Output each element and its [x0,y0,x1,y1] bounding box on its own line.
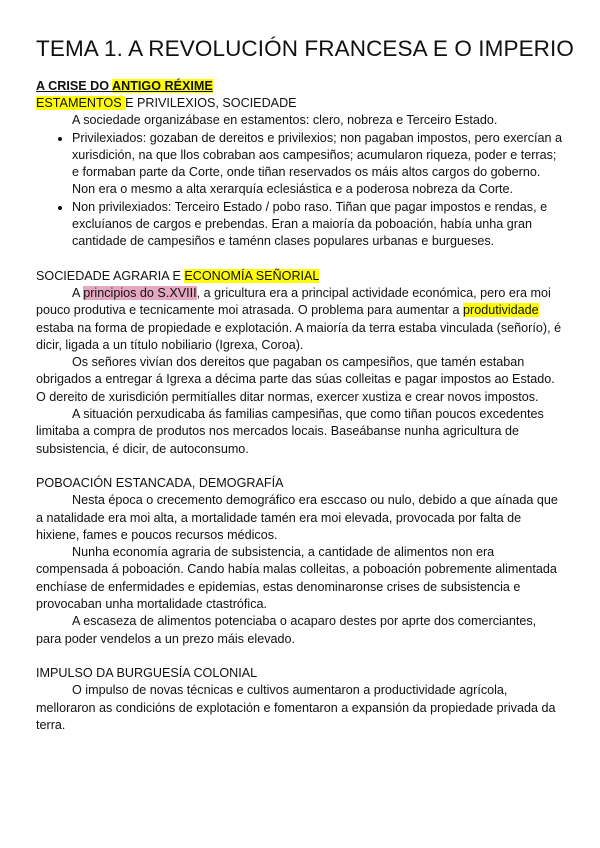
bullet-list [36,130,564,251]
paragraph: A escaseza de alimentos potenciaba o acaparo destes por aprte dos comerciantes, para poder vendelos a un prezo máis elevado. [36,614,537,646]
subheading-poboacion: POBOACIÓN ESTANCADA, DEMOGRAFÍA [36,475,284,490]
section-burguesia [36,665,564,734]
subheading-sociedade-agraria: SOCIEDADE AGRARIA E ECONOMÍA SEÑORIAL [36,268,320,283]
highlight-pink: principios do S.XVIII [83,285,197,300]
section-crise-antigo-rexime [36,78,564,251]
paragraph: A sociedade organizábase en estamentos: clero, nobreza e Terceiro Estado. [72,113,498,128]
paragraph: Nesta época o crecemento demográfico era esccaso ou nulo, debido a que aínada que a natalidade era moi alta, a mortalidade tamén era moi elevada, provocada por falta de hixiene, fames e poucos recursos médicos. [36,493,558,542]
section-heading: A CRISE DO ANTIGO RÉXIME [36,79,213,93]
subheading-estamentos: ESTAMENTOS E PRIVILEXIOS, SOCIEDADE [36,96,297,110]
list-item: • Privilexiados: gozaban de dereitos e privilexios; non pagaban impostos, pero exercían a xurisdición, na que llos cobraban aos campesiños; acumularon riqueza, poder e terras; e formaban parte da Corte, onde tiñan reservados os máis altos cargos do goberno. Non era o mesmo a alta xerarquía eclesiástica e a poderosa nobreza da Corte. [72,130,564,199]
highlight-yellow: ESTAMENTOS [36,96,126,110]
list-item-continuation: Non era o mesmo a alta xerarquía eclesiástica e a poderosa nobreza da Corte. [72,182,514,197]
paragraph: O impulso de novas técnicas e cultivos aumentaron a productividade agrícola, melloraron as condicións de explotación e fomentaron a expansión da propiedade privada da terra. [36,683,556,732]
paragraph: A principios do S.XVIII, a gricultura era a principal actividade económica, pero era moi pouco produtiva e tecnicamente moi atrasada. O problema para aumentar a produtividade estaba na forma de propiedade e explotación. A maioría da terra estaba vinculada (señorío), é dicir, ligada a un título nobiliario (Igrexa, Coroa). [36,285,562,352]
highlight-yellow: ECONOMÍA SEÑORIAL [184,268,320,283]
list-item: • Non privilexiados: Terceiro Estado / pobo raso. Tiñan que pagar impostos e rendas, e excluíanos de cargos e prebendas. Eran a maioría da poboación, había unha gran cantidade de campesiños e taménn clases populares urbanas e burgueses. [72,199,564,251]
document-title: TEMA 1. A REVOLUCIÓN FRANCESA E O IMPERIO [36,36,574,61]
highlight-yellow: produtividade [463,303,539,318]
paragraph: Os señores vivían dos dereitos que pagaban os campesiños, que tamén estaban obrigados a entregar á Igrexa a décima parte das súas colleitas e pagar impostos ao Estado. O dereito de xurisdición permitíalles ditar normas, exercer xustiza e crear novos impostos. [36,355,555,404]
section-sociedade-agraria [36,268,564,458]
section-poboacion [36,475,564,648]
highlight-yellow: ANTIGO RÉXIME [112,79,213,93]
paragraph: Nunha economía agraria de subsistencia, a cantidade de alimentos non era compensada á poboación. Cando había malas colleitas, a poboación pobremente alimentada enchíase de enfermidades e epidemias, estas denominaronse crises de subsistencia e provocaban unha mortalidade ctastrófica. [36,545,557,612]
paragraph: A situación perxudicaba ás familias campesiñas, que como tiñan poucos excedentes limitaba a compra de produtos nos mercados locais. Baseábanse nunha agricultura de subsistencia, é dicir, de autoconsumo. [36,407,544,456]
subheading-burguesia: IMPULSO DA BURGUESÍA COLONIAL [36,665,258,680]
